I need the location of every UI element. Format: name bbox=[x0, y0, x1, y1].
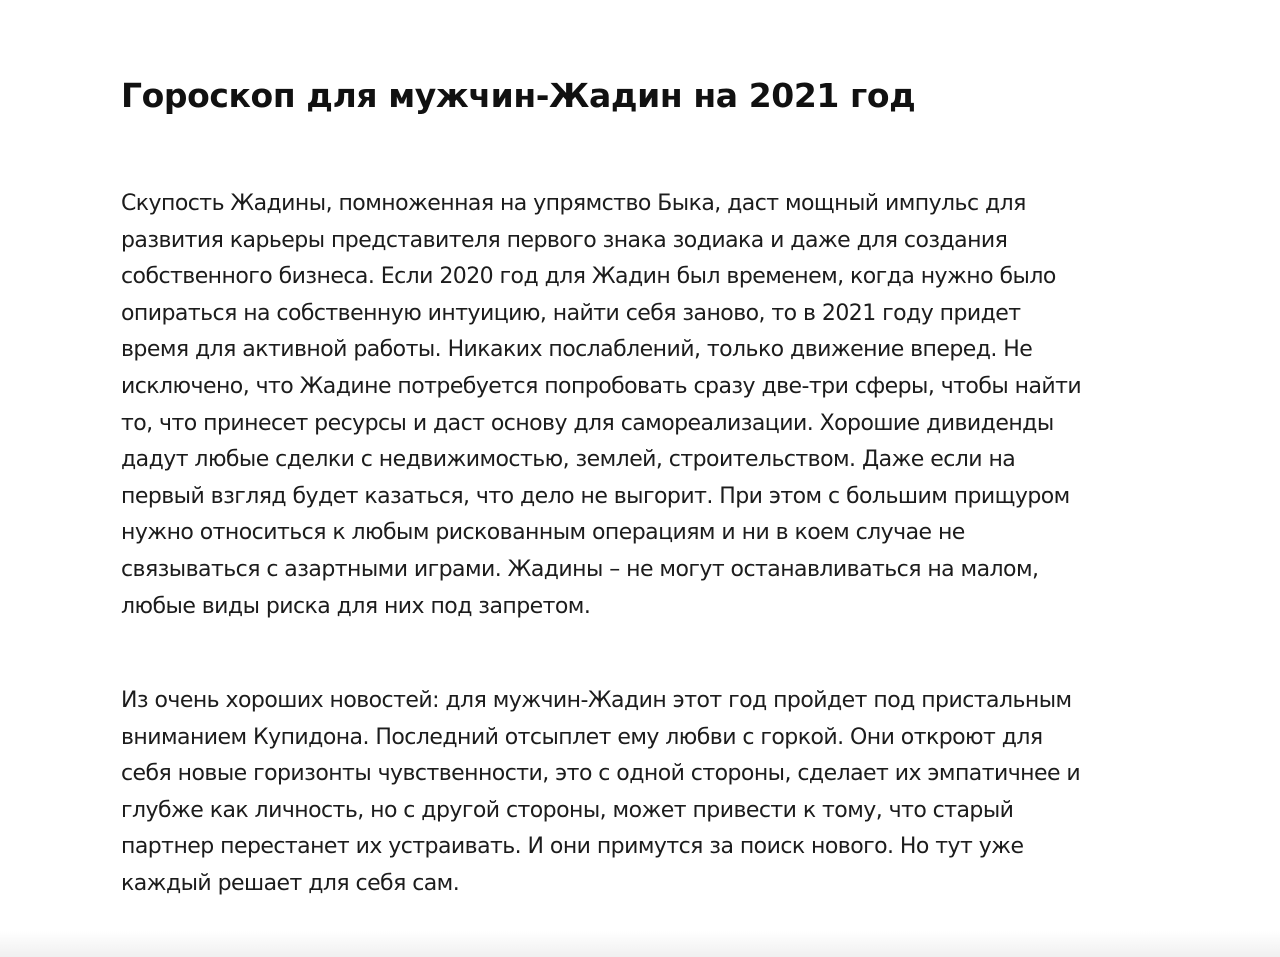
paragraph-line: опираться на собственную интуицию, найти себя заново, то в 2021 году придет bbox=[121, 300, 1021, 326]
paragraph-line: время для активной работы. Никаких послаблений, только движение вперед. Не bbox=[121, 337, 1033, 363]
paragraph-line: партнер перестанет их устраивать. И они примутся за поиск нового. Но тут уже bbox=[121, 834, 1024, 860]
paragraph-line: Скупость Жадины, помноженная на упрямство Быка, даст мощный импульс для bbox=[121, 191, 1026, 216]
paragraph-line: то, что принесет ресурсы и даст основу для самореализации. Хорошие дивиденды bbox=[121, 410, 1054, 436]
paragraph-line: дадут любые сделки с недвижимостью, землей, строительством. Даже если на bbox=[121, 447, 1016, 473]
paragraph-line: связываться с азартными играми. Жадины – не могут останавливаться на малом, bbox=[121, 556, 1039, 582]
article bbox=[121, 72, 1161, 896]
paragraph-line: развития карьеры представителя первого знака зодиака и даже для создания bbox=[121, 227, 1008, 253]
article-paragraph-2 bbox=[121, 683, 1080, 903]
paragraph-line: глубже как личность, но с другой стороны, может привести к тому, что старый bbox=[121, 797, 1014, 823]
paragraph-line: исключено, что Жадине потребуется попробовать сразу две-три сферы, чтобы найти bbox=[121, 373, 1082, 399]
article-title: Гороскоп для мужчин-Жадин на 2021 год bbox=[121, 76, 916, 115]
bottom-fade bbox=[0, 931, 1280, 957]
paragraph-line: любые виды риска для них под запретом. bbox=[121, 593, 591, 619]
paragraph-line: Из очень хороших новостей: для мужчин-Жадин этот год пройдет под пристальным bbox=[121, 688, 1072, 713]
paragraph-line: вниманием Купидона. Последний отсыплет ему любви с горкой. Они откроют для bbox=[121, 724, 1043, 750]
paragraph-line: нужно относиться к любым рискованным операциям и ни в коем случае не bbox=[121, 520, 965, 546]
paragraph-line: собственного бизнеса. Если 2020 год для Жадин был временем, когда нужно было bbox=[121, 264, 1056, 290]
paragraph-line: себя новые горизонты чувственности, это с одной стороны, сделает их эмпатичнее и bbox=[121, 761, 1081, 787]
paragraph-line: каждый решает для себя сам. bbox=[121, 870, 460, 896]
article-paragraph-1 bbox=[121, 186, 1081, 625]
paragraph-line: первый взгляд будет казаться, что дело не выгорит. При этом с большим прищуром bbox=[121, 483, 1070, 509]
